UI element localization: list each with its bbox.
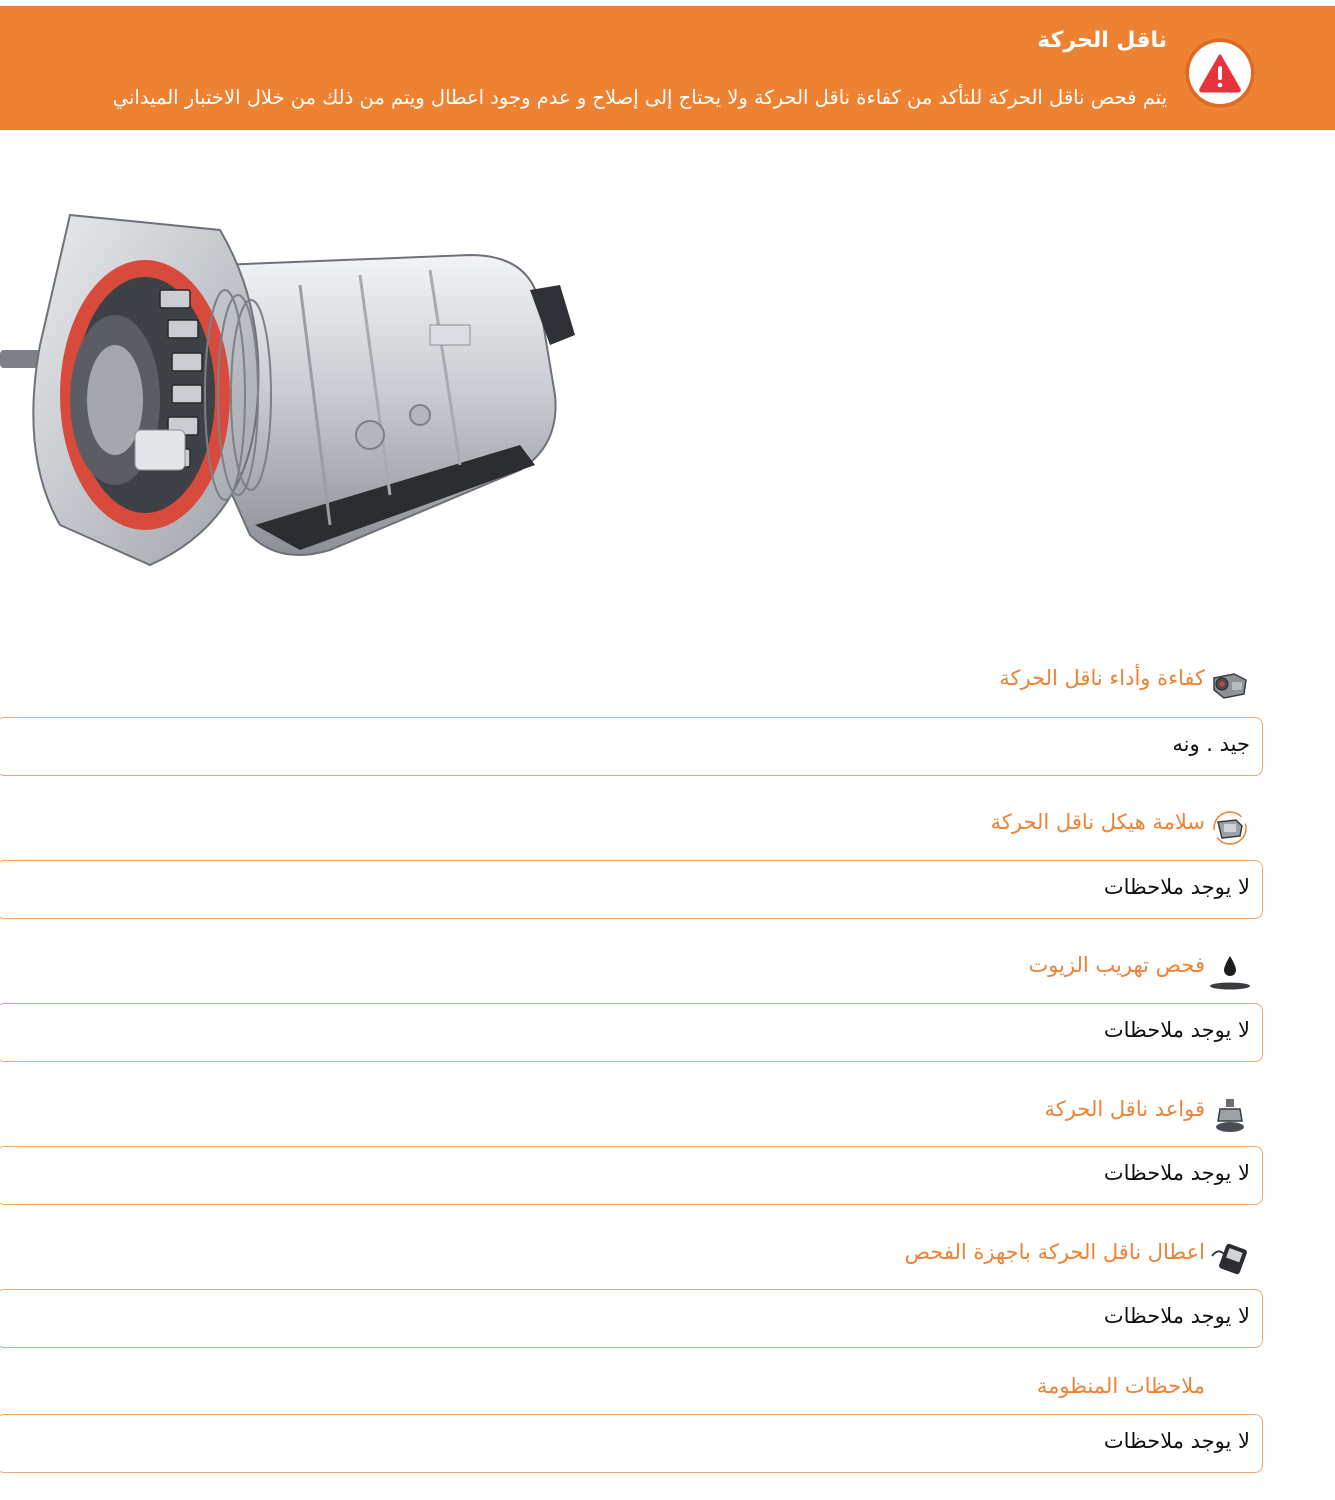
mount-icon [1208,1095,1252,1135]
page-description: يتم فحص ناقل الحركة للتأكد من كفاءة ناقل الحركة ولا يحتاج إلى إصلاح و عدم وجود اعطال ويتم من ذلك من خلال الاختبار الميداني [112,86,1167,109]
transmission-body-icon [1208,808,1252,848]
section-label-transmission-body: سلامة هيكل ناقل الحركة [990,810,1205,834]
warning-badge [1185,38,1255,108]
oil-drop-icon [1208,950,1252,990]
value-text: لا يوجد ملاحظات [1103,1429,1250,1453]
value-field-oil-leak [0,1003,1263,1062]
value-field-transmission-performance [0,717,1263,776]
gearbox-icon [1208,664,1252,704]
value-text: جيد . ونه [1172,732,1250,756]
header-banner [0,6,1335,130]
value-text: لا يوجد ملاحظات [1103,1161,1250,1185]
section-label-transmission-mounts: قواعد ناقل الحركة [1044,1097,1205,1121]
value-field-system-notes [0,1414,1263,1473]
transmission-cutaway-image [0,195,600,575]
diagnostic-scanner-icon [1208,1238,1252,1278]
section-label-transmission-performance: كفاءة وأداء ناقل الحركة [999,666,1205,690]
section-label-system-notes: ملاحظات المنظومة [1036,1374,1205,1398]
section-label-oil-leak: فحص تهريب الزيوت [1028,953,1205,977]
warning-triangle-icon [1198,53,1242,93]
value-text: لا يوجد ملاحظات [1103,875,1250,899]
value-field-diagnostic-faults [0,1289,1263,1348]
section-label-diagnostic-faults: اعطال ناقل الحركة باجهزة الفحص [904,1240,1205,1264]
value-text: لا يوجد ملاحظات [1103,1304,1250,1328]
page-title: ناقل الحركة [1037,28,1167,53]
value-field-transmission-body [0,860,1263,919]
value-field-transmission-mounts [0,1146,1263,1205]
value-text: لا يوجد ملاحظات [1103,1018,1250,1042]
